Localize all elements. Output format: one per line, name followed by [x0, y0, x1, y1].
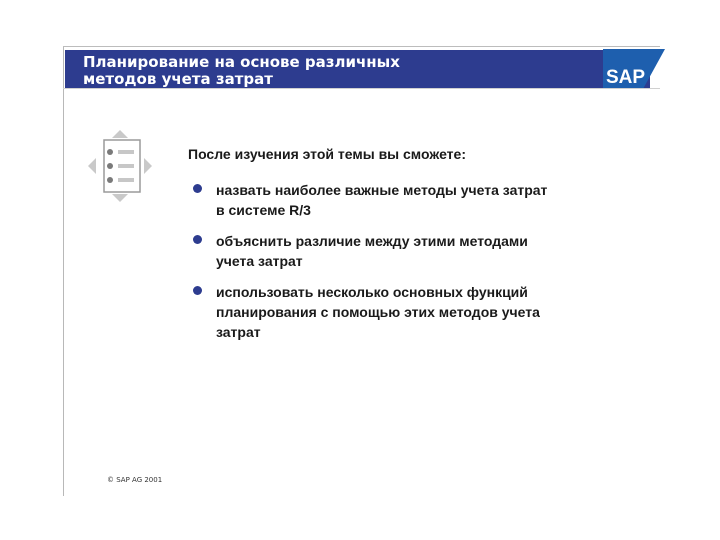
list-item: [190, 282, 620, 342]
list-item: [190, 231, 620, 271]
bullet-icon: [193, 235, 202, 244]
list-item-text: объяснить различие между этими методами учета затрат: [216, 233, 528, 269]
header-bar: [65, 50, 650, 88]
copyright-footer: © SAP AG 2001: [107, 476, 163, 484]
intro-text: После изучения этой темы вы сможете:: [188, 146, 466, 162]
list-item-text: назвать наиболее важные методы учета затрат в системе R/3: [216, 182, 548, 218]
slide-header: [63, 46, 660, 89]
objectives-list-icon: [88, 130, 152, 204]
bullet-icon: [193, 184, 202, 193]
list-item: [190, 180, 620, 220]
slide-left-border: [63, 46, 64, 496]
slide-title: Планирование на основе различных методов учета затрат: [83, 53, 400, 88]
sap-logo-text: SAP: [606, 67, 646, 88]
sap-logo: [603, 49, 665, 89]
bullet-icon: [193, 286, 202, 295]
list-item-text: использовать несколько основных функций планирования с помощью этих методов учета затрат: [216, 284, 540, 340]
objectives-list: [190, 180, 620, 353]
header-divider: [63, 88, 660, 89]
